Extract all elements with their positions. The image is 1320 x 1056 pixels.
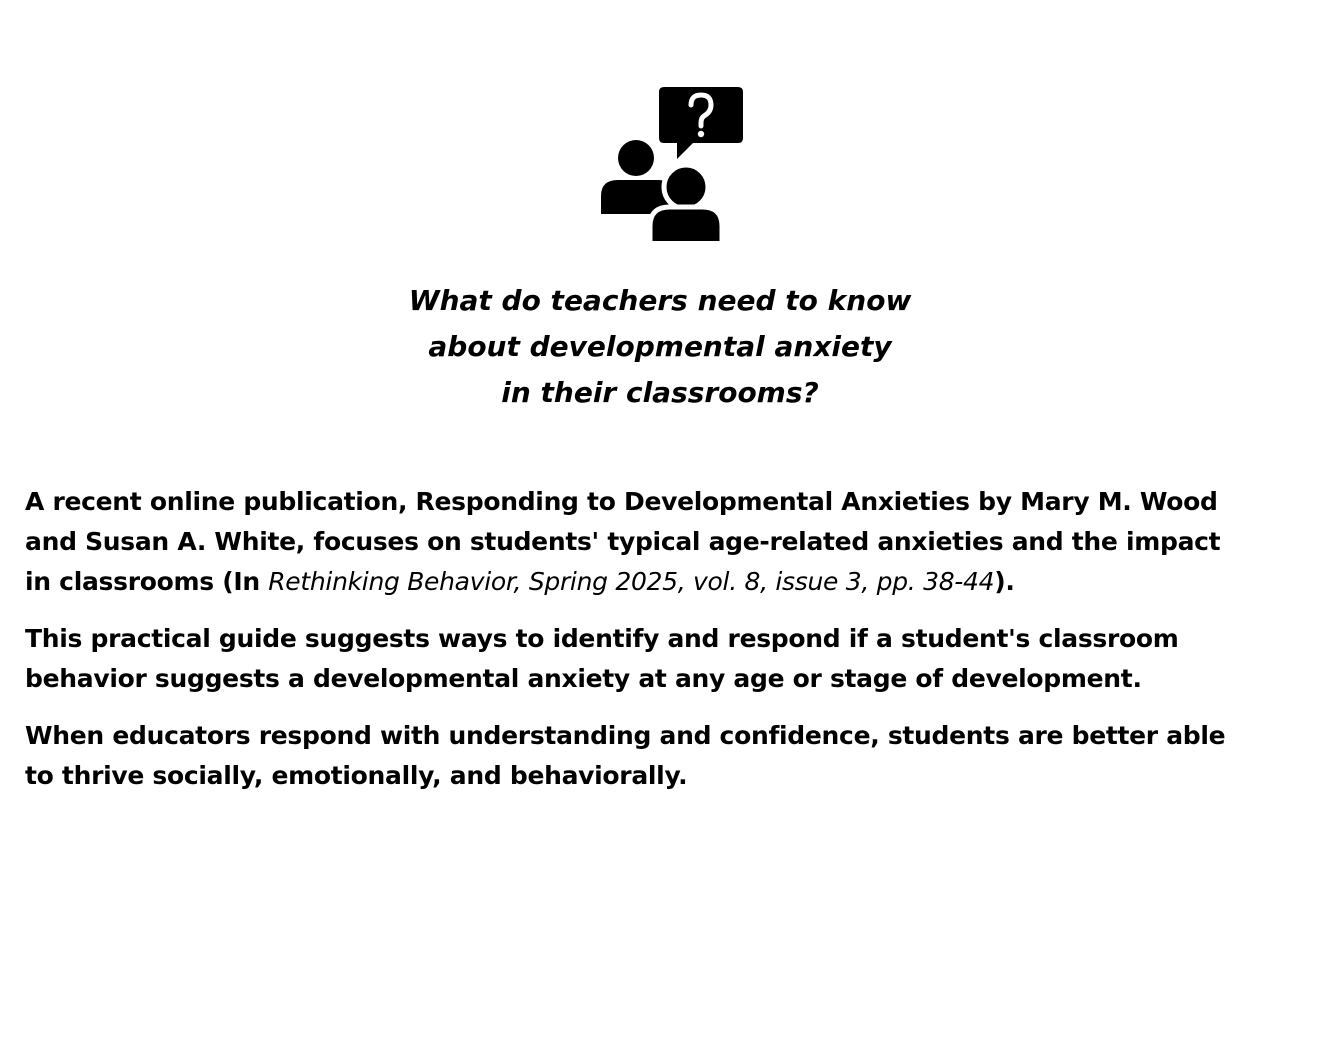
text-line: to thrive socially, emotionally, and behaviorally. bbox=[25, 761, 688, 790]
text-line bbox=[25, 562, 1275, 602]
heading-line: What do teachers need to know bbox=[408, 284, 912, 317]
text-line: and Susan A. White, focuses on students' typical age-related anxieties and the impact bbox=[25, 527, 1221, 556]
citation: Rethinking Behavior, Spring 2025, vol. 8, issue 3, pp. 38-44 bbox=[268, 567, 995, 596]
paragraph-publication bbox=[25, 482, 1275, 602]
paragraph-guide bbox=[25, 619, 1275, 699]
text-line: behavior suggests a developmental anxiety at any age or stage of development. bbox=[25, 664, 1142, 693]
text-line: This practical guide suggests ways to identify and respond if a student's classroom bbox=[25, 624, 1179, 653]
heading-line: in their classrooms? bbox=[501, 376, 819, 409]
heading-question bbox=[0, 278, 1320, 416]
text-prefix: in classrooms (In bbox=[25, 567, 269, 596]
heading-line: about developmental anxiety bbox=[428, 330, 892, 363]
body-text bbox=[25, 482, 1275, 813]
discussion-question-icon bbox=[598, 82, 748, 244]
text-line: A recent online publication, Responding to Developmental Anxieties by Mary M. Wood bbox=[25, 487, 1218, 516]
paragraph-educators bbox=[25, 716, 1275, 796]
text-suffix: ). bbox=[994, 567, 1015, 596]
text-line: When educators respond with understanding and confidence, students are better able bbox=[25, 721, 1226, 750]
